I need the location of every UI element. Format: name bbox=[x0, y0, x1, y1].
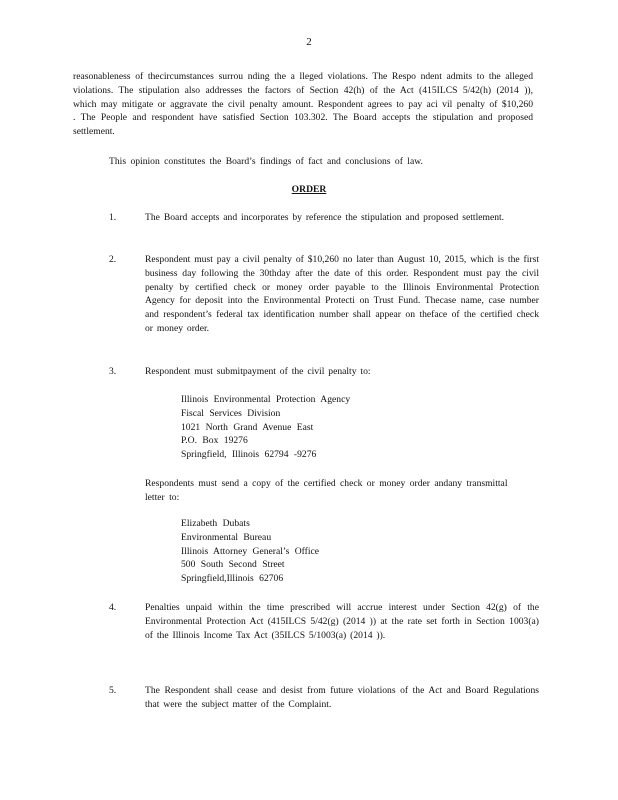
order-heading: ORDER bbox=[291, 184, 327, 195]
address-line: Illinois Attorney General’s Office bbox=[181, 545, 320, 557]
copy-instruction: Respondents must send a copy of the certified check or money order andany transmittal letter to: bbox=[145, 478, 508, 503]
item-number: 2. bbox=[109, 254, 117, 265]
item-number: 3. bbox=[109, 366, 117, 377]
payment-address bbox=[181, 393, 350, 462]
item-text: The Board accepts and incorporates by reference the stipulation and proposed settlement. bbox=[145, 212, 505, 223]
order-item-2 bbox=[109, 253, 539, 336]
item-text: Respondent must submitpayment of the civil penalty to: bbox=[145, 366, 371, 377]
page-number: 2 bbox=[306, 36, 312, 48]
order-item-5 bbox=[109, 684, 539, 712]
item-number: 1. bbox=[109, 212, 117, 223]
findings-paragraph: This opinion constitutes the Board’s findings of fact and conclusions of law. bbox=[109, 156, 423, 167]
address-line: Environmental Bureau bbox=[181, 531, 272, 543]
address-line: Fiscal Services Division bbox=[181, 407, 281, 419]
address-line: 500 South Second Street bbox=[181, 559, 285, 571]
intro-paragraph: reasonableness of thecircumstances surrou nding the a lleged violations. The Respo ndent admits to the alleged violations. The stipulation also addresses the factors of Section 42(h) of the Act (415ILCS 5/42(h) (2014 )), which may mitigate or aggravate the civil penalty amount. Respondent agrees to pay aci vil penalty of $10,260 . The People and respondent have satisfied Section 103.302. The Board accepts the stipulation and proposed settlement. bbox=[73, 71, 533, 138]
order-item-4 bbox=[109, 601, 539, 642]
item-number: 4. bbox=[109, 602, 117, 613]
copy-address bbox=[181, 517, 319, 586]
address-line: P.O. Box 19276 bbox=[181, 435, 248, 447]
order-item-1 bbox=[109, 211, 539, 225]
item-text: Penalties unpaid within the time prescribed will accrue interest under Section 42(g) of the Environmental Protection Act (415ILCS 5/42(g) (2014 )) at the rate set forth in Section 1003(a) of the Illinois Income Tax Act (35ILCS 5/1003(a) (2014 )). bbox=[145, 602, 539, 641]
order-item-3 bbox=[109, 365, 539, 379]
item-number: 5. bbox=[109, 685, 117, 696]
address-line: Springfield,Illinois 62706 bbox=[181, 573, 284, 585]
address-line: Elizabeth Dubats bbox=[181, 518, 250, 529]
item-text: The Respondent shall cease and desist from future violations of the Act and Board Regulations that were the subject matter of the Complaint. bbox=[145, 685, 539, 710]
address-line: Springfield, Illinois 62794 -9276 bbox=[181, 449, 317, 461]
item-text: Respondent must pay a civil penalty of $10,260 no later than August 10, 2015, which is the first business day following the 30thday after the date of this order. Respondent must pay the civil penalty by certified check or money order payable to the Illinois Environmental Protection Agency for deposit into the Environmental Protecti on Trust Fund. Thecase name, case number and respondent’s federal tax identification number shall appear on theface of the certified check or money order. bbox=[145, 254, 539, 334]
address-line: 1021 North Grand Avenue East bbox=[181, 421, 314, 433]
address-line: Illinois Environmental Protection Agency bbox=[181, 394, 351, 405]
